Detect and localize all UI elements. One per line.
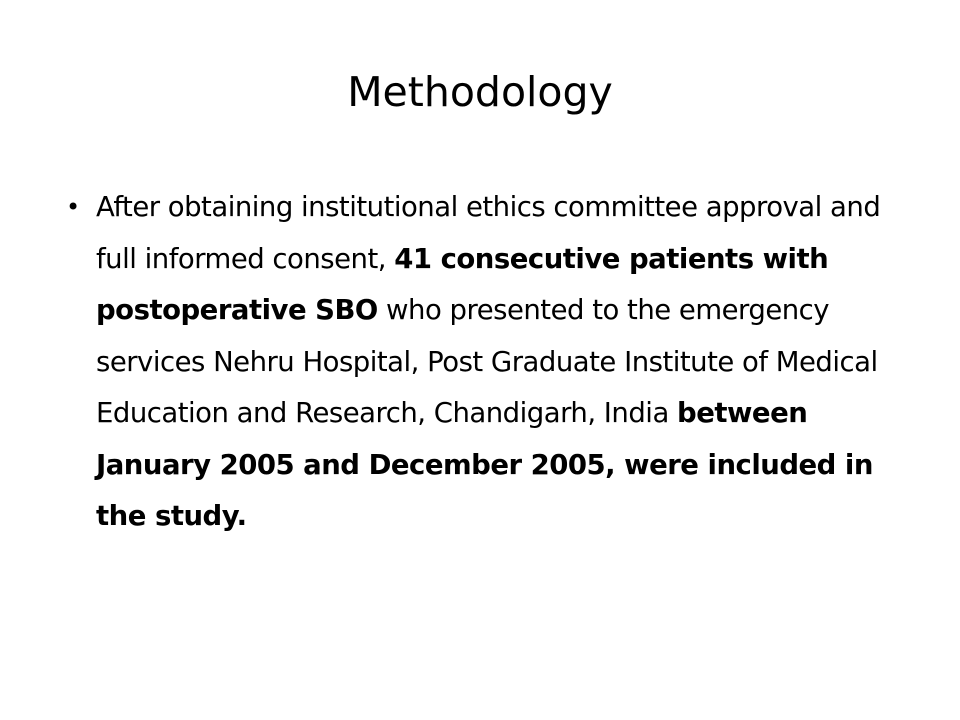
bullet-item bbox=[66, 182, 896, 543]
bullet-text-intro: After obtaining institutional ethics committee approval and full informed consent, bbox=[96, 191, 881, 275]
slide-title: Methodology bbox=[347, 68, 613, 116]
bullet-text-period-bold: between January 2005 and December 2005, were included in the study. bbox=[96, 397, 873, 532]
slide-body bbox=[66, 182, 896, 543]
bullet-text-location: who presented to the emergency services Nehru Hospital, Post Graduate Institute of Medical Education and Research, Chandigarh, India bbox=[96, 294, 878, 429]
bullet-text-patients-bold: 41 consecutive patients with postoperative SBO bbox=[96, 242, 829, 326]
bullet-icon: • bbox=[66, 193, 80, 221]
